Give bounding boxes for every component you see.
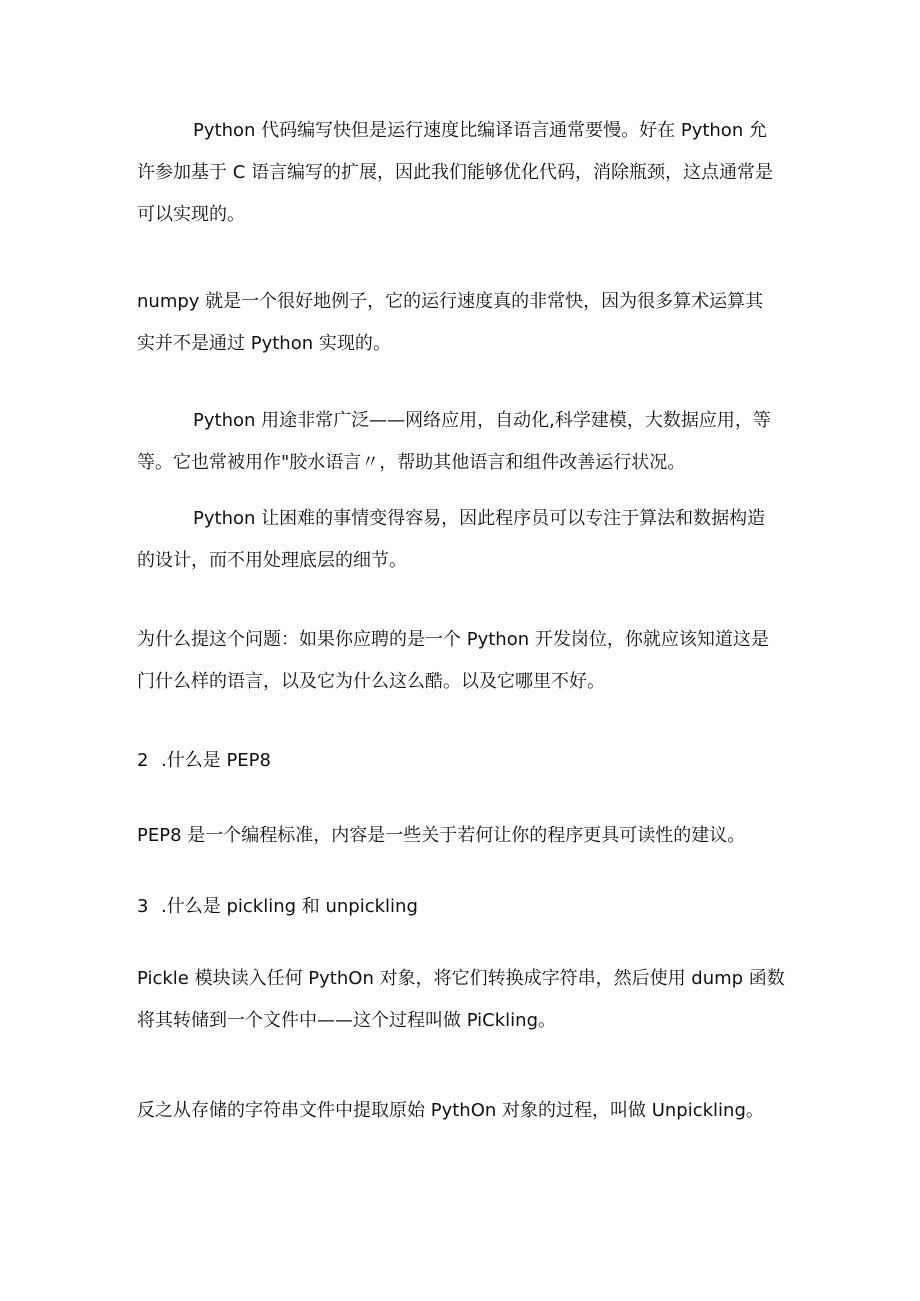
paragraph-pep8-definition — [137, 815, 787, 857]
heading-pep8 — [137, 740, 787, 782]
text-line: 等。它也常被用作"胶水语言〃，帮助其他语言和组件改善运行状况。 — [137, 452, 686, 473]
paragraph-python-uses — [137, 400, 787, 484]
text-line: Python 让困难的事情变得容易，因此程序员可以专注于算法和数据构造 — [193, 508, 766, 529]
heading-text: .什么是 pickling 和 unpickling — [161, 896, 418, 917]
paragraph-why-ask — [137, 619, 787, 703]
heading-pickling — [137, 886, 787, 928]
text-line: 实并不是通过 Python 实现的。 — [137, 333, 391, 354]
text-line: 门什么样的语言，以及它为什么这么酷。以及它哪里不好。 — [137, 671, 605, 692]
text-line: 的设计，而不用处理底层的细节。 — [137, 550, 407, 571]
text-line: 许参加基于 C 语言编写的扩展，因此我们能够优化代码，消除瓶颈，这点通常是 — [137, 162, 774, 183]
text-line: 可以实现的。 — [137, 204, 245, 225]
paragraph-numpy-example — [137, 281, 787, 365]
text-line: 反之从存储的字符串文件中提取原始 PythOn 对象的过程，叫做 Unpickling。 — [137, 1100, 764, 1121]
heading-number: 3 — [137, 896, 149, 917]
heading-number: 2 — [137, 750, 149, 771]
text-line: PEP8 是一个编程标准，内容是一些关于若何让你的程序更具可读性的建议。 — [137, 825, 746, 846]
paragraph-pickle-module — [137, 958, 787, 1042]
text-line: Python 用途非常广泛——网络应用，自动化,科学建模，大数据应用，等 — [193, 410, 771, 431]
text-line: Python 代码编写快但是运行速度比编译语言通常要慢。好在 Python 允 — [193, 120, 767, 141]
heading-text: .什么是 PEP8 — [161, 750, 271, 771]
text-line: numpy 就是一个很好地例子，它的运行速度真的非常快，因为很多算术运算其 — [137, 291, 764, 312]
text-line: 将其转储到一个文件中——这个过程叫做 PiCkling。 — [137, 1010, 557, 1031]
heading-line — [137, 740, 787, 782]
paragraph-python-easy — [137, 498, 787, 582]
paragraph-python-speed — [137, 110, 787, 236]
text-line: 为什么提这个问题：如果你应聘的是一个 Python 开发岗位，你就应该知道这是 — [137, 629, 769, 650]
text-line: Pickle 模块读入任何 PythOn 对象，将它们转换成字符串，然后使用 dump 函数 — [137, 968, 785, 989]
heading-line — [137, 886, 787, 928]
paragraph-unpickling — [137, 1090, 787, 1132]
